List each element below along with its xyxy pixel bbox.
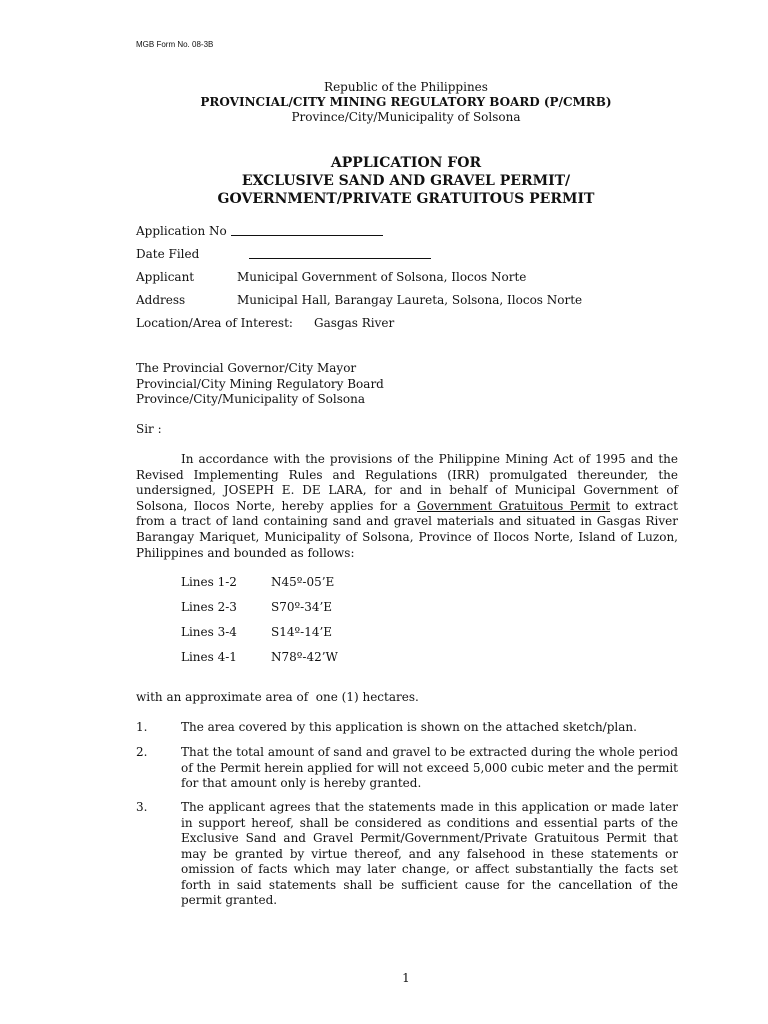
bound-line: Lines 3-4: [181, 625, 237, 639]
application-no-label: Application No: [136, 224, 227, 238]
bound-row: [181, 600, 332, 614]
body-paragraph: [136, 452, 678, 561]
bound-bearing: N78º-42’W: [271, 650, 338, 664]
location-value: Gasgas River: [314, 316, 395, 330]
form-number: MGB Form No. 08-3B: [136, 40, 214, 49]
bound-row: [181, 575, 334, 589]
application-no-row: [136, 224, 696, 240]
title-line-3: GOVERNMENT/PRIVATE GRATUITOUS PERMIT: [217, 191, 595, 207]
item-text: The applicant agrees that the statements made in this application or made later in support hereof, shall be considered as conditions and essential parts of the Exclusive Sand and Gravel Permit/Government/Private Gratuitous Permit that may be granted by virtue thereof, and any falsehood in these statements or omission of facts which may later change, or affect substantially the facts set forth in said statements shall be sufficient cause for the cancellation of the permit granted.: [181, 800, 678, 907]
header-locality: Province/City/Municipality of Solsona: [291, 110, 521, 124]
bound-bearing: N45º-05’E: [271, 575, 335, 589]
bound-bearing: S14º-14’E: [271, 625, 333, 639]
applicant-label: Applicant: [136, 270, 195, 284]
bound-line: Lines 2-3: [181, 600, 237, 614]
addressee-line-2: Provincial/City Mining Regulatory Board: [136, 377, 384, 391]
addressee-line-3: Province/City/Municipality of Solsona: [136, 392, 366, 406]
date-filed-field[interactable]: [249, 247, 431, 259]
item-number: 1.: [136, 720, 148, 734]
title-line-1: APPLICATION FOR: [330, 155, 482, 171]
list-item: [136, 745, 678, 793]
item-text: That the total amount of sand and gravel to be extracted during the whole period of the Permit herein applied for will not exceed 5,000 cubic meter and the permit for that amount only is hereby granted.: [181, 745, 678, 790]
area-text: with an approximate area of one (1) hectares.: [136, 690, 419, 704]
item-number: 3.: [136, 800, 148, 814]
bound-bearing: S70º-34’E: [271, 600, 333, 614]
header-republic: Republic of the Philippines: [324, 80, 488, 94]
item-text: The area covered by this application is shown on the attached sketch/plan.: [181, 720, 637, 734]
salutation: Sir :: [136, 422, 162, 436]
applicant-value: Municipal Government of Solsona, Ilocos Norte: [237, 270, 527, 284]
bound-row: [181, 650, 338, 664]
bound-line: Lines 1-2: [181, 575, 237, 589]
item-number: 2.: [136, 745, 148, 759]
location-row: [136, 316, 696, 332]
title-line-2: EXCLUSIVE SAND AND GRAVEL PERMIT/: [241, 173, 571, 189]
page-number: 1: [402, 971, 410, 985]
bound-line: Lines 4-1: [181, 650, 237, 664]
application-no-field[interactable]: [231, 224, 383, 236]
body-text-part-2: to extract from a tract of land containing sand and gravel materials and situated in Gasgas River Barangay Mariquet, Municipality of Solsona, Province of Ilocos Norte, Island of Luzon, Philippines and bounded as follows:: [136, 498, 678, 560]
address-row: [136, 293, 696, 309]
address-label: Address: [136, 293, 186, 307]
date-filed-row: [136, 247, 696, 263]
addressee-line-1: The Provincial Governor/City Mayor: [136, 361, 357, 375]
list-item: [136, 720, 678, 736]
location-label: Location/Area of Interest:: [136, 316, 293, 330]
bound-row: [181, 625, 332, 639]
body-text-part-1: In accordance with the provisions of the Philippine Mining Act of 1995 and the Revised Implementing Rules and Regulations (IRR) promulgated thereunder, the undersigned, JOSEPH E. DE LARA, for and in behalf of Municipal Government of Solsona, Ilocos Norte, hereby applies for a: [136, 452, 678, 513]
date-filed-label: Date Filed: [136, 247, 200, 261]
applicant-row: [136, 270, 696, 286]
header-board: PROVINCIAL/CITY MINING REGULATORY BOARD (P/CMRB): [200, 95, 612, 109]
address-value: Municipal Hall, Barangay Laureta, Solsona, Ilocos Norte: [237, 293, 583, 307]
list-item: [136, 800, 678, 910]
permit-type: Government Gratuitous Permit: [417, 498, 611, 513]
